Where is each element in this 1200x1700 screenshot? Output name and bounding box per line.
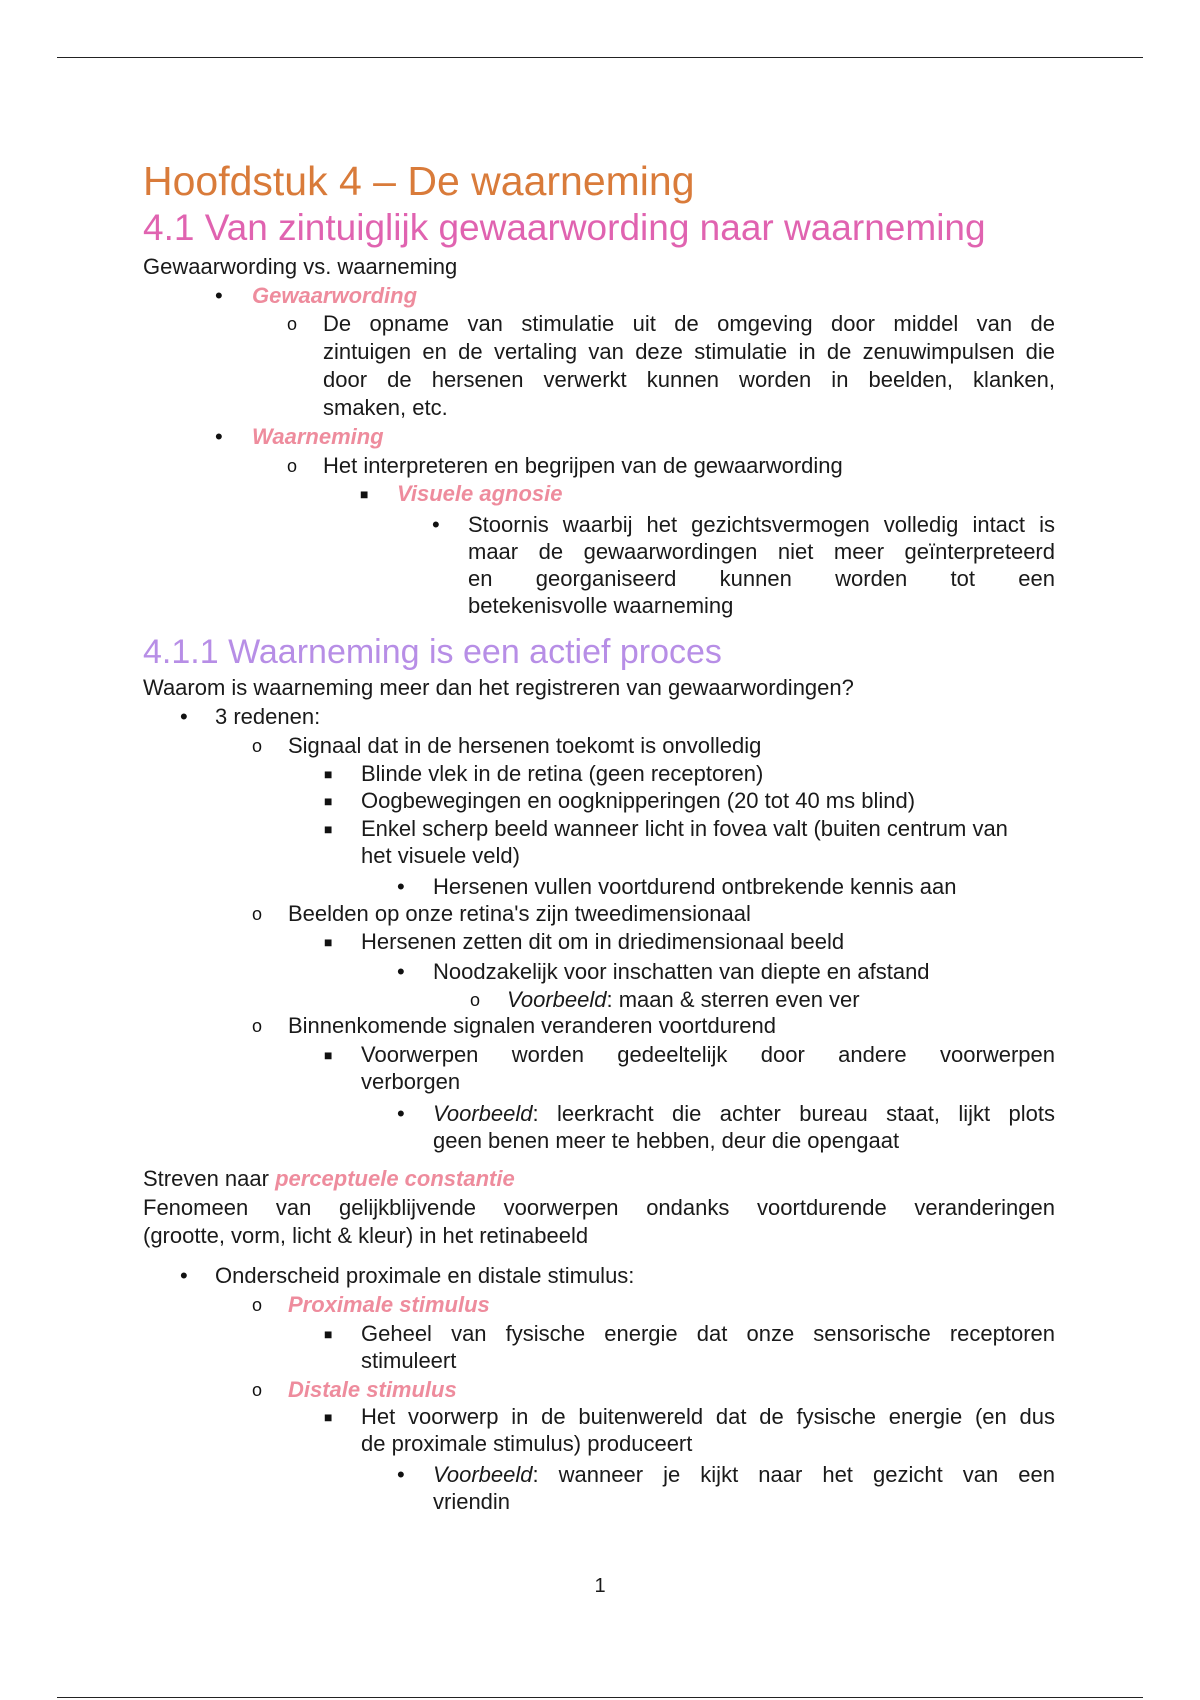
example-line [507, 987, 860, 1013]
subsection-title: 4.1.1 Waarneming is een actief proces [143, 633, 722, 671]
definition-line: Het interpreteren en begrijpen van de gewaarwording [323, 453, 843, 478]
bullet-circle: o [252, 736, 263, 756]
reason-item: Oogbewegingen en oogknipperingen (20 tot 40 ms blind) [361, 788, 916, 813]
term-gewaarwording: Gewaarwording [252, 283, 418, 308]
definition-line: stimuleert [361, 1348, 457, 1373]
term-perceptuele-constantie: perceptuele constantie [275, 1166, 515, 1191]
question-text: Waarom is waarneming meer dan het registreren van gewaarwordingen? [143, 675, 854, 700]
bullet-disc: • [215, 424, 223, 449]
definition-line: Het voorwerp in de buitenwereld dat de fysische energie (en dus [361, 1404, 1055, 1429]
example-text: : wanneer je kijkt naar het gezicht van een [532, 1462, 1055, 1487]
bullet-circle: o [252, 1295, 263, 1315]
example-line [433, 1101, 1055, 1127]
footer-rule [57, 1697, 1143, 1698]
reasons-label: 3 redenen: [215, 704, 321, 729]
streven-line [143, 1166, 515, 1192]
fenomeen-line: Fenomeen van gelijkblijvende voorwerpen ondanks voortdurende veranderingen [143, 1195, 1055, 1220]
bullet-disc: • [397, 1462, 405, 1487]
onderscheid-text: Onderscheid proximale en distale stimulus: [215, 1263, 635, 1288]
bullet-square: ■ [324, 1047, 333, 1063]
bullet-square: ■ [324, 1409, 333, 1425]
bullet-disc: • [180, 1263, 188, 1288]
definition-line: zintuigen en de vertaling van deze stimulatie in de zenuwimpulsen die [323, 339, 1055, 364]
definition-line: Stoornis waarbij het gezichtsvermogen volledig intact is [468, 512, 1055, 537]
intro-text: Gewaarwording vs. waarneming [143, 254, 458, 279]
reason-item: Blinde vlek in de retina (geen receptoren) [361, 761, 764, 786]
example-word: Voorbeeld [507, 987, 607, 1012]
bullet-square: ■ [360, 486, 369, 502]
bullet-circle: o [252, 1016, 263, 1036]
definition-line: de proximale stimulus) produceert [361, 1431, 693, 1456]
bullet-disc: • [397, 1101, 405, 1126]
bullet-disc: • [432, 512, 440, 537]
example-line: vriendin [433, 1489, 511, 1514]
bullet-square: ■ [324, 766, 333, 782]
example-line: geen benen meer te hebben, deur die opengaat [433, 1128, 900, 1153]
reason-item: Hersenen zetten dit om in driedimensionaal beeld [361, 929, 845, 954]
header-rule [57, 57, 1143, 58]
bullet-circle: o [470, 990, 481, 1010]
term-distale-stimulus: Distale stimulus [288, 1377, 457, 1402]
reason-item: Enkel scherp beeld wanneer licht in fovea valt (buiten centrum van [361, 816, 1008, 841]
definition-line: Geheel van fysische energie dat onze sensorische receptoren [361, 1321, 1055, 1346]
bullet-disc: • [397, 959, 405, 984]
bullet-circle: o [287, 314, 298, 334]
page-number: 1 [594, 1575, 606, 1597]
bullet-circle: o [252, 1380, 263, 1400]
reason-item: verborgen [361, 1069, 461, 1094]
example-word: Voorbeeld [433, 1101, 533, 1126]
bullet-square: ■ [324, 793, 333, 809]
bullet-circle: o [252, 904, 263, 924]
term-waarneming: Waarneming [252, 424, 384, 449]
example-word: Voorbeeld [433, 1462, 533, 1487]
bullet-disc: • [215, 283, 223, 308]
bullet-square: ■ [324, 934, 333, 950]
reason-item: het visuele veld) [361, 843, 520, 868]
fenomeen-line: (grootte, vorm, licht & kleur) in het retinabeeld [143, 1223, 589, 1248]
term-visuele-agnosie: Visuele agnosie [397, 481, 563, 506]
definition-line: door de hersenen verwerkt kunnen worden in beelden, klanken, [323, 367, 1055, 392]
reason-1: Signaal dat in de hersenen toekomt is onvolledig [288, 733, 762, 758]
bullet-disc: • [180, 704, 188, 729]
definition-line: De opname van stimulatie uit de omgeving door middel van de [323, 311, 1055, 336]
example-line [433, 1462, 1055, 1488]
bullet-square: ■ [324, 821, 333, 837]
reason-2: Beelden op onze retina's zijn tweedimensionaal [288, 901, 751, 926]
definition-line: betekenisvolle waarneming [468, 593, 734, 618]
streven-prefix: Streven naar [143, 1166, 276, 1191]
section-title: 4.1 Van zintuiglijk gewaarwording naar waarneming [143, 207, 986, 248]
definition-line: smaken, etc. [323, 395, 448, 420]
bullet-circle: o [287, 456, 298, 476]
example-text: : maan & sterren even ver [606, 987, 860, 1012]
definition-line: maar de gewaarwordingen niet meer geïnterpreteerd [468, 539, 1055, 564]
definition-line: en georganiseerd kunnen worden tot een [468, 566, 1055, 591]
reason-item: Voorwerpen worden gedeeltelijk door andere voorwerpen [361, 1042, 1055, 1067]
reason-3: Binnenkomende signalen veranderen voortdurend [288, 1013, 777, 1038]
reason-subitem: Noodzakelijk voor inschatten van diepte en afstand [433, 959, 930, 984]
term-proximale-stimulus: Proximale stimulus [288, 1292, 490, 1317]
bullet-disc: • [397, 874, 405, 899]
chapter-title: Hoofdstuk 4 – De waarneming [143, 158, 695, 204]
bullet-square: ■ [324, 1326, 333, 1342]
reason-subitem: Hersenen vullen voortdurend ontbrekende kennis aan [433, 874, 957, 899]
example-text: : leerkracht die achter bureau staat, lijkt plots [532, 1101, 1055, 1126]
